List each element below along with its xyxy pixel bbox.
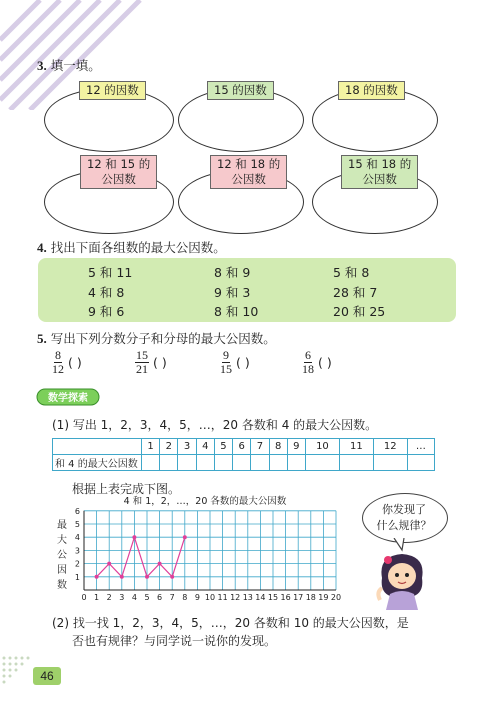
q4-pair: 8 和 9 — [214, 265, 251, 280]
q4-pair: 8 和 10 — [214, 304, 259, 319]
gcd-line-chart — [50, 494, 360, 610]
x-tick-label: 16 — [280, 593, 291, 602]
data-point — [107, 562, 111, 566]
speech-line: 你发现了 — [382, 503, 426, 516]
x-tick-label: 15 — [267, 593, 279, 602]
set-label-12-15-common: 12 和 15 的 公因数 — [80, 155, 157, 189]
numerator: 15 — [136, 348, 148, 362]
q4-pair: 4 和 8 — [88, 285, 125, 300]
set-label-18-factors: 18 的因数 — [338, 81, 405, 100]
denominator: 18 — [302, 362, 314, 376]
svg-text:4 和 1，2，…，20 各数的最大公因数 — [124, 495, 287, 507]
svg-text:数学探索 — [48, 391, 88, 404]
denominator: 12 — [52, 362, 64, 376]
explore-part2-line1: (2) 找一找 1，2，3，4，5，…，20 各数和 10 的最大公因数，是 — [52, 616, 409, 630]
x-tick-label: 9 — [194, 593, 200, 602]
y-axis-label-char: 数 — [57, 580, 67, 591]
table-header-cell: 1 — [142, 439, 160, 455]
answer-blank[interactable]: ( ) — [153, 355, 167, 370]
chart-instruction: 根据上表完成下图。 — [72, 482, 181, 496]
y-tick-label: 3 — [74, 546, 80, 556]
chart-ticks — [75, 507, 341, 602]
y-tick-label: 5 — [74, 520, 80, 529]
q4-pair: 20 和 25 — [333, 304, 386, 319]
chart-ylabel — [57, 519, 67, 591]
data-point — [132, 535, 136, 539]
table-header-cell: 10 — [305, 439, 339, 455]
x-tick-label: 1 — [94, 593, 100, 602]
q5-heading — [37, 329, 276, 347]
table-cell[interactable] — [339, 455, 373, 471]
x-tick-label: 14 — [255, 593, 266, 602]
table-corner — [53, 439, 142, 455]
y-tick-label: 4 — [74, 533, 80, 543]
table-header-cell: 6 — [233, 439, 251, 455]
table-header-cell: 11 — [339, 439, 373, 455]
x-tick-label: 0 — [81, 593, 87, 602]
table-header-cell: 12 — [373, 439, 407, 455]
cartoon-girl-illustration — [368, 548, 438, 610]
x-tick-label: 19 — [318, 593, 329, 602]
y-axis-label-char: 大 — [57, 535, 67, 546]
q5-item — [220, 349, 250, 376]
q4-title: 找出下面各组数的最大公因数。 — [50, 240, 226, 255]
table-cell[interactable] — [287, 455, 305, 471]
chart-title: 4 和 1，2，…，20 各数的最大公因数 — [123, 496, 287, 507]
x-tick-label: 17 — [293, 593, 304, 602]
set-label-15-18-common: 15 和 18 的 公因数 — [341, 155, 418, 189]
q5-item — [302, 349, 332, 376]
table-cell[interactable] — [196, 455, 214, 471]
denominator: 15 — [220, 362, 232, 376]
numerator: 9 — [223, 348, 229, 362]
table-cell[interactable] — [269, 455, 287, 471]
table-header-cell: 9 — [287, 439, 305, 455]
table-header-cell: 8 — [269, 439, 287, 455]
table-cell[interactable] — [373, 455, 407, 471]
chart-series — [95, 535, 187, 579]
explore-part2-line2: 否也有规律？与同学说一说你的发现。 — [72, 634, 277, 648]
x-tick-label: 18 — [305, 593, 316, 602]
y-tick-label: 1 — [74, 572, 80, 582]
x-tick-label: 13 — [242, 593, 253, 602]
fraction — [220, 349, 232, 376]
x-tick-label: 3 — [119, 593, 125, 602]
x-tick-label: 20 — [330, 593, 342, 602]
q5-title: 写出下列分数分子和分母的最大公因数。 — [50, 331, 276, 346]
speech-bubble-text — [362, 502, 446, 534]
fraction — [135, 349, 149, 376]
q4-pair: 9 和 3 — [214, 285, 251, 300]
answer-blank[interactable]: ( ) — [318, 355, 332, 370]
y-tick-label: 6 — [74, 506, 80, 516]
answer-blank[interactable]: ( ) — [236, 355, 250, 370]
table-cell[interactable] — [407, 455, 434, 471]
x-tick-label: 5 — [144, 593, 150, 602]
answer-blank[interactable]: ( ) — [68, 355, 82, 370]
table-cell[interactable] — [160, 455, 178, 471]
data-point — [120, 575, 124, 579]
set-label-12-factors: 12 的因数 — [79, 81, 146, 100]
x-tick-label: 6 — [157, 593, 163, 602]
table-header-cell: … — [407, 439, 434, 455]
page-number: 46 — [33, 667, 61, 685]
table-cell[interactable] — [251, 455, 269, 471]
x-tick-label: 8 — [182, 593, 188, 602]
speech-line: 什么规律？ — [376, 519, 432, 532]
table-cell[interactable] — [178, 455, 196, 471]
data-point — [183, 535, 187, 539]
y-tick-label: 2 — [74, 559, 80, 569]
gcd-table — [52, 438, 435, 471]
table-header-cell: 3 — [178, 439, 196, 455]
data-point — [170, 575, 174, 579]
y-axis-label-char: 公 — [57, 550, 67, 561]
x-tick-label: 7 — [169, 593, 175, 602]
set-label-15-factors: 15 的因数 — [207, 81, 274, 100]
set-label-12-18-common: 12 和 18 的 公因数 — [210, 155, 287, 189]
fraction — [302, 349, 314, 376]
numerator: 8 — [55, 348, 61, 362]
q4-pair: 28 和 7 — [333, 285, 378, 300]
explore-part1: (1) 写出 1，2，3，4，5，…，20 各数和 4 的最大公因数。 — [52, 418, 378, 432]
q4-heading — [37, 238, 226, 256]
table-cell[interactable] — [305, 455, 339, 471]
table-row-label: 和 4 的最大公因数 — [53, 455, 142, 471]
table-header-cell: 4 — [196, 439, 214, 455]
q3-title: 填一填。 — [50, 58, 101, 73]
x-tick-label: 2 — [106, 593, 112, 602]
data-point — [145, 575, 149, 579]
data-point — [158, 562, 162, 566]
table-header-cell: 5 — [214, 439, 232, 455]
q5-item — [52, 349, 82, 376]
table-header-cell: 2 — [160, 439, 178, 455]
table-header-cell: 7 — [251, 439, 269, 455]
q4-pair: 9 和 6 — [88, 304, 125, 319]
series-line — [97, 537, 185, 577]
y-axis-label-char: 最 — [57, 520, 67, 531]
x-tick-label: 12 — [230, 593, 241, 602]
table-header-row — [53, 439, 435, 455]
y-axis-label-char: 因 — [57, 565, 67, 576]
x-tick-label: 10 — [204, 593, 216, 602]
q5-number: 5. — [37, 331, 47, 346]
x-tick-label: 11 — [217, 593, 228, 602]
x-tick-label: 4 — [131, 593, 137, 602]
table-cell[interactable] — [142, 455, 160, 471]
badge-text: 数学探索 — [48, 393, 88, 404]
q3-number: 3. — [37, 58, 47, 73]
denominator: 21 — [136, 362, 148, 376]
data-point — [95, 575, 99, 579]
math-exploration-badge — [36, 387, 100, 407]
table-row — [53, 455, 435, 471]
q4-pair: 5 和 11 — [88, 265, 133, 280]
q4-pair: 5 和 8 — [333, 265, 370, 280]
q3-heading — [37, 56, 101, 74]
fraction — [52, 349, 64, 376]
table-cell[interactable] — [214, 455, 232, 471]
numerator: 6 — [305, 348, 311, 362]
q5-item — [135, 349, 167, 376]
q4-number: 4. — [37, 240, 47, 255]
table-cell[interactable] — [233, 455, 251, 471]
